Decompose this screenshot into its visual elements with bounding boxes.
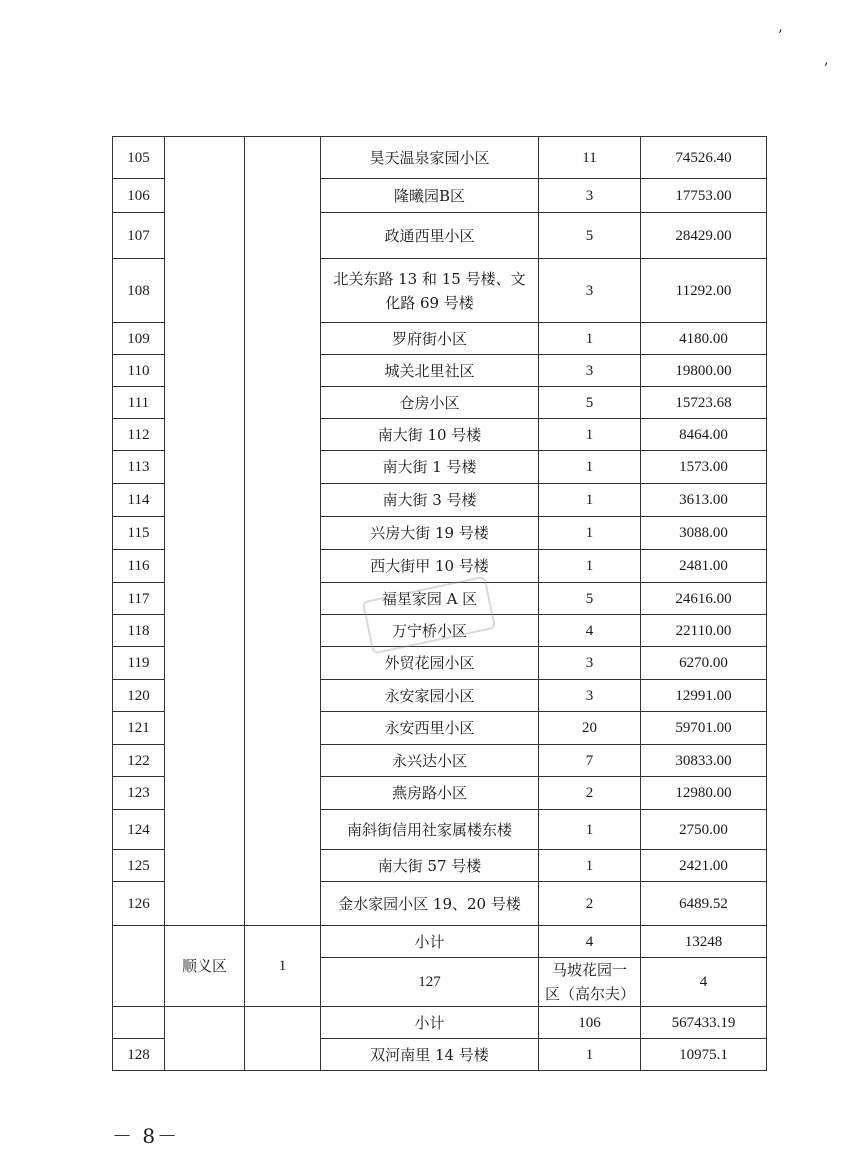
scan-mark: ‚: [824, 52, 829, 68]
row-number: 111: [113, 387, 165, 419]
building-count: 11: [539, 137, 641, 179]
district-count-cell: [245, 137, 321, 926]
community-name: 福星家园 A 区: [321, 583, 539, 615]
row-number: 125: [113, 850, 165, 882]
building-count: 7: [539, 745, 641, 777]
building-count: 4: [641, 958, 767, 1007]
row-number: 117: [113, 583, 165, 615]
area-value: 6489.52: [641, 882, 767, 926]
row-number: 127: [321, 958, 539, 1007]
row-number: 106: [113, 179, 165, 213]
area-value: 3613.00: [641, 484, 767, 517]
area-value: 74526.40: [641, 137, 767, 179]
row-number: 121: [113, 712, 165, 745]
district-cell: [165, 1007, 245, 1071]
area-value: 3088.00: [641, 517, 767, 550]
building-count: 2: [539, 882, 641, 926]
scan-mark: ’: [778, 28, 783, 44]
community-name: 永安西里小区: [321, 712, 539, 745]
district-count: 1: [245, 926, 321, 1007]
area-value: 2421.00: [641, 850, 767, 882]
building-count: 3: [539, 179, 641, 213]
community-name: 外贸花园小区: [321, 647, 539, 680]
building-count: 1: [539, 550, 641, 583]
community-name: 永安家园小区: [321, 680, 539, 712]
row-number: 114: [113, 484, 165, 517]
row-number: 105: [113, 137, 165, 179]
community-name: 南大街 3 号楼: [321, 484, 539, 517]
row-number: 122: [113, 745, 165, 777]
row-number: [113, 926, 165, 1007]
area-value: 22110.00: [641, 615, 767, 647]
area-value: 19800.00: [641, 355, 767, 387]
row-number: 119: [113, 647, 165, 680]
row-number: 120: [113, 680, 165, 712]
area-value: 11292.00: [641, 259, 767, 323]
row-number: 115: [113, 517, 165, 550]
building-count: 1: [539, 810, 641, 850]
community-name: 双河南里 14 号楼: [321, 1039, 539, 1071]
building-count: 5: [539, 213, 641, 259]
row-number: 126: [113, 882, 165, 926]
building-count: 3: [539, 259, 641, 323]
community-name: 万宁桥小区: [321, 615, 539, 647]
area-value: 1573.00: [641, 451, 767, 484]
table-row: [113, 1007, 767, 1039]
area-value: 2481.00: [641, 550, 767, 583]
building-count: 1: [539, 451, 641, 484]
page-number: － 8－: [112, 1124, 180, 1148]
building-count: 20: [539, 712, 641, 745]
community-name: 政通西里小区: [321, 213, 539, 259]
building-count: 3: [539, 647, 641, 680]
row-number: [113, 1007, 165, 1039]
building-count: 3: [539, 680, 641, 712]
community-name: 南斜街信用社家属楼东楼: [321, 810, 539, 850]
building-count: 1: [539, 517, 641, 550]
community-name: 南大街 10 号楼: [321, 419, 539, 451]
area-value: 10975.1: [641, 1039, 767, 1071]
subtotal-label: 小计: [321, 926, 539, 958]
subtotal-count: 106: [539, 1007, 641, 1039]
district-cell: [165, 137, 245, 926]
area-value: 17753.00: [641, 179, 767, 213]
building-count: 3: [539, 355, 641, 387]
row-number: 128: [113, 1039, 165, 1071]
subtotal-label: 小计: [321, 1007, 539, 1039]
building-count: 2: [539, 777, 641, 810]
area-value: 6270.00: [641, 647, 767, 680]
community-name: 罗府街小区: [321, 323, 539, 355]
area-value: 12980.00: [641, 777, 767, 810]
building-count: 1: [539, 323, 641, 355]
area-value: 59701.00: [641, 712, 767, 745]
community-name: 城关北里社区: [321, 355, 539, 387]
subtotal-area: 567433.19: [641, 1007, 767, 1039]
building-count: 5: [539, 583, 641, 615]
row-number: 108: [113, 259, 165, 323]
building-count: 1: [539, 419, 641, 451]
community-name: 燕房路小区: [321, 777, 539, 810]
area-value: 2750.00: [641, 810, 767, 850]
community-name: 永兴达小区: [321, 745, 539, 777]
district-name: 顺义区: [165, 926, 245, 1007]
area-value: 12991.00: [641, 680, 767, 712]
community-name: 仓房小区: [321, 387, 539, 419]
row-number: 113: [113, 451, 165, 484]
community-name: 昊天温泉家园小区: [321, 137, 539, 179]
building-count: 1: [539, 1039, 641, 1071]
community-name: 马坡花园一区（高尔夫）: [539, 958, 641, 1007]
building-count: 5: [539, 387, 641, 419]
area-value: 24616.00: [641, 583, 767, 615]
building-count: 1: [539, 484, 641, 517]
community-name: 隆曦园B区: [321, 179, 539, 213]
building-count: 1: [539, 850, 641, 882]
table-row: [113, 137, 767, 179]
district-count-cell: [245, 1007, 321, 1071]
area-value: 4180.00: [641, 323, 767, 355]
row-number: 110: [113, 355, 165, 387]
area-value: 30833.00: [641, 745, 767, 777]
row-number: 116: [113, 550, 165, 583]
table-row: [113, 926, 767, 958]
community-name: 金水家园小区 19、20 号楼: [321, 882, 539, 926]
community-name: 西大街甲 10 号楼: [321, 550, 539, 583]
building-count: 4: [539, 615, 641, 647]
area-value: 28429.00: [641, 213, 767, 259]
community-name: 北关东路 13 和 15 号楼、文化路 69 号楼: [321, 259, 539, 323]
row-number: 107: [113, 213, 165, 259]
housing-table: [112, 136, 767, 1071]
community-name: 南大街 57 号楼: [321, 850, 539, 882]
community-name: 兴房大街 19 号楼: [321, 517, 539, 550]
row-number: 124: [113, 810, 165, 850]
row-number: 118: [113, 615, 165, 647]
row-number: 109: [113, 323, 165, 355]
subtotal-count: 4: [539, 926, 641, 958]
subtotal-area: 13248: [641, 926, 767, 958]
row-number: 112: [113, 419, 165, 451]
row-number: 123: [113, 777, 165, 810]
area-value: 15723.68: [641, 387, 767, 419]
area-value: 8464.00: [641, 419, 767, 451]
community-name: 南大街 1 号楼: [321, 451, 539, 484]
